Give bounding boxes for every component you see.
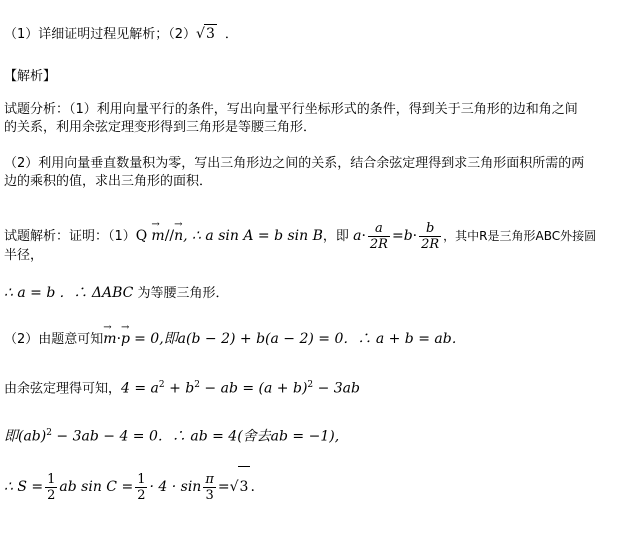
- analysis-line-3: （2）利用向量垂直数量积为零，写出三角形边之间的关系，结合余弦定理得到求三角形面积所需的两: [4, 156, 585, 171]
- answer-sqrt-value: 3: [205, 26, 215, 42]
- analysis-line-1: [4, 101, 578, 119]
- section-heading: 【解析】: [4, 69, 57, 84]
- answer-end: ．: [224, 27, 238, 42]
- dot-3: ·: [116, 331, 122, 347]
- sq-4: 2: [46, 428, 52, 438]
- fraction-one-half: [45, 472, 57, 503]
- area-b: ab sin C =: [59, 479, 134, 495]
- solution-line-4: [4, 330, 466, 349]
- conclusion-c: 为等腰三角形．: [137, 286, 229, 301]
- ab-eq-a: 即(ab): [4, 428, 47, 445]
- vector-n: → n: [174, 218, 183, 254]
- sq-3: 2: [307, 380, 314, 390]
- vector-p: → p: [121, 330, 130, 348]
- part2-equation: = 0,即a(b − 2) + b(a − 2) = 0．∴ a + b = ab．: [134, 331, 466, 347]
- solution-note: ，其中R是三角形ABC外接圆: [443, 229, 597, 243]
- area-c: · 4 · sin: [149, 479, 202, 495]
- part2-label: （2）由题意可知: [4, 332, 104, 347]
- solution-line-2: 半径，: [4, 248, 44, 263]
- cos-eq-b: + b: [164, 380, 195, 397]
- answer-line: [4, 24, 238, 44]
- dot-2: ·: [412, 228, 418, 244]
- vector-m-2: → m: [103, 330, 116, 348]
- area-a: ∴ S =: [4, 479, 44, 495]
- conclusion-a: ∴ a = b: [4, 285, 56, 301]
- step1-comma: ，即: [322, 229, 349, 244]
- pi-den: 3: [205, 488, 214, 503]
- fraction-one-half-2: [135, 472, 147, 503]
- vector-m: → m: [151, 218, 164, 254]
- analysis-label: 试题分析：: [4, 102, 70, 117]
- frac-den-2r: 2R: [369, 237, 388, 252]
- solution-label: 试题解析：证明：（1）: [4, 229, 136, 244]
- frac-num-b: b: [419, 221, 441, 237]
- eq-1: =: [391, 228, 404, 244]
- half-num-2: 1: [137, 472, 146, 487]
- analysis-line-2: 的关系，利用余弦定理变形得到三角形是等腰三角形．: [4, 120, 317, 135]
- cos-eq-d: − 3ab: [313, 380, 360, 397]
- half-den-2: 2: [137, 488, 146, 503]
- ab-eq-b: − 3ab − 4 = 0．∴ ab = 4(舍去ab = −1),: [51, 428, 340, 445]
- solution-line-7: [4, 466, 255, 508]
- sqrt-sign-2: √: [229, 479, 239, 495]
- cos-eq-c: − ab = (a + b): [199, 380, 308, 397]
- parallel-symbol: //: [164, 228, 175, 244]
- sqrt-sign: √: [196, 26, 205, 42]
- fraction-pi-over-3: [203, 472, 216, 503]
- solution-line-5: [4, 376, 360, 398]
- var-a: a: [353, 228, 362, 244]
- area-d: =: [217, 479, 230, 495]
- sq-2: 2: [194, 380, 200, 390]
- sq-1: 2: [158, 380, 165, 390]
- solution-line-6: [4, 424, 339, 446]
- area-sqrt-value: 3: [238, 466, 251, 507]
- cos-eq-a: 4 = a: [121, 380, 159, 397]
- area-end: .: [250, 479, 255, 495]
- q-symbol: Q: [135, 228, 148, 244]
- cosine-label: 由余弦定理得可知，: [4, 381, 122, 397]
- step1-formula: , ∴ a sin A = b sin B: [183, 228, 323, 244]
- pi-num: π: [205, 472, 214, 487]
- fraction-a-over-2r: [368, 221, 390, 252]
- analysis-line-4: 边的乘积的值，求出三角形的面积．: [4, 174, 213, 189]
- fraction-b-over-2r: [419, 221, 441, 252]
- half-num: 1: [47, 472, 56, 487]
- frac-den-2r-b: 2R: [421, 237, 440, 252]
- answer-text: （1）详细证明过程见解析；（2）: [4, 27, 197, 42]
- solution-line-3: [4, 284, 229, 303]
- solution-line-1: [4, 218, 596, 255]
- conclusion-b: ．∴ ΔABC: [59, 285, 134, 301]
- frac-num-a: a: [368, 221, 390, 237]
- var-b: b: [403, 228, 413, 244]
- half-den: 2: [47, 488, 56, 503]
- dot-1: ·: [361, 228, 366, 244]
- analysis-p1a: （1）利用向量平行的条件，写出向量平行坐标形式的条件，得到关于三角形的边和角之间: [69, 102, 578, 117]
